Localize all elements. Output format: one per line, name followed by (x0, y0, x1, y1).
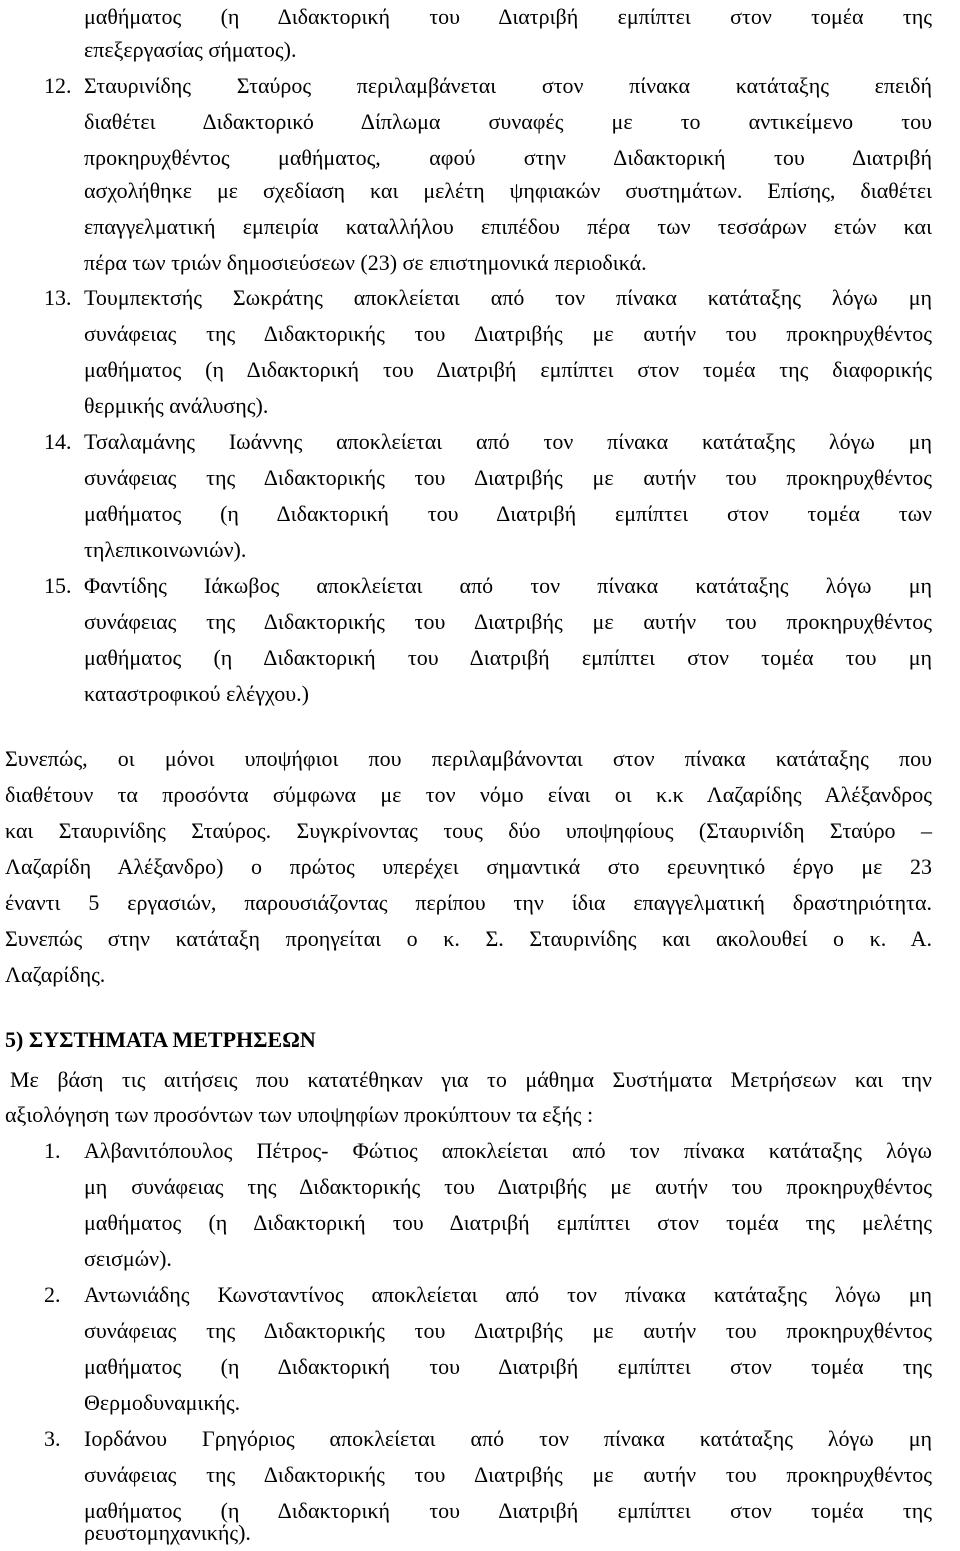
text-line: θερμικής ανάλυσης). (84, 393, 269, 418)
list-item-number: 2. (44, 1282, 61, 1307)
text-line: Με βάση τις αιτήσεις που κατατέθηκαν για το μάθημα Συστήματα Μετρήσεων και την (10, 1067, 932, 1092)
text-line: μαθήματος (η Διδακτορική του Διατριβή εμπίπτει στον τομέα της (84, 1498, 932, 1523)
text-line: προκηρυχθέντος μαθήματος, αφού στην Διδακτορική του Διατριβή (84, 145, 932, 170)
text-line: Συνεπώς στην κατάταξη προηγείται ο κ. Σ. Σταυρινίδης και ακολουθεί ο κ. Α. (5, 926, 932, 951)
text-line: Λαζαρίδης. (5, 962, 106, 987)
list-item-number: 3. (44, 1426, 61, 1451)
text-line: ρευστομηχανικής). (84, 1520, 251, 1545)
text-line: συνάφειας της Διδακτορικής του Διατριβής με αυτήν του προκηρυχθέντος (84, 609, 932, 634)
section-heading: 5) ΣΥΣΤΗΜΑΤΑ ΜΕΤΡΗΣΕΩΝ (5, 1027, 316, 1052)
list-item-number: 1. (44, 1138, 61, 1163)
text-line: Λαζαρίδη Αλέξανδρο) ο πρώτος υπερέχει σημαντικά στο ερευνητικό έργο με 23 (5, 854, 932, 879)
text-line: αξιολόγηση των προσόντων των υποψηφίων προκύπτουν τα εξής : (5, 1102, 594, 1127)
text-line: μαθήματος (η Διδακτορική του Διατριβή εμπίπτει στον τομέα της μελέτης (84, 1210, 932, 1235)
text-line: συνάφειας της Διδακτορικής του Διατριβής με αυτήν του προκηρυχθέντος (84, 321, 932, 346)
text-line: Τσαλαμάνης Ιωάννης αποκλείεται από τον πίνακα κατάταξης λόγω μη (84, 429, 932, 454)
text-line: διαθέτουν τα προσόντα σύμφωνα με τον νόμο είναι οι κ.κ Λαζαρίδης Αλέξανδρος (5, 782, 932, 807)
text-line: Αντωνιάδης Κωνσταντίνος αποκλείεται από τον πίνακα κατάταξης λόγω μη (84, 1282, 932, 1307)
text-line: μαθήματος (η Διδακτορική του Διατριβή εμπίπτει στον τομέα της (84, 4, 932, 29)
text-line: καταστροφικού ελέγχου.) (84, 681, 309, 706)
text-line: και Σταυρινίδης Σταύρος. Συγκρίνοντας τους δύο υποψηφίους (Σταυρινίδη Σταύρο – (5, 818, 932, 843)
text-line: έναντι 5 εργασιών, παρουσιάζοντας περίπου την ίδια επαγγελματική δραστηριότητα. (5, 890, 932, 915)
text-line: Τουμπεκτσής Σωκράτης αποκλείεται από τον πίνακα κατάταξης λόγω μη (84, 285, 932, 310)
text-line: τηλεπικοινωνιών). (84, 537, 247, 562)
text-line: διαθέτει Διδακτορικό Δίπλωμα συναφές με το αντικείμενο του (84, 109, 932, 134)
list-item-number: 15. (44, 573, 72, 598)
text-line: Ιορδάνου Γρηγόριος αποκλείεται από τον πίνακα κατάταξης λόγω μη (84, 1426, 932, 1451)
text-line: Αλβανιτόπουλος Πέτρος- Φώτιος αποκλείεται από τον πίνακα κατάταξης λόγω (84, 1138, 932, 1163)
text-line: πέρα των τριών δημοσιεύσεων (23) σε επιστημονικά περιοδικά. (84, 250, 647, 275)
text-line: συνάφειας της Διδακτορικής του Διατριβής με αυτήν του προκηρυχθέντος (84, 1318, 932, 1343)
text-line: ασχολήθηκε με σχεδίαση και μελέτη ψηφιακών συστημάτων. Επίσης, διαθέτει (84, 178, 932, 203)
text-line: μαθήματος (η Διδακτορική του Διατριβή εμπίπτει στον τομέα της (84, 1354, 932, 1379)
text-line: μη συνάφειας της Διδακτορικής του Διατριβής με αυτήν του προκηρυχθέντος (84, 1174, 932, 1199)
text-line: Θερμοδυναμικής. (84, 1390, 241, 1415)
text-line: Φαντίδης Ιάκωβος αποκλείεται από τον πίνακα κατάταξης λόγω μη (84, 573, 932, 598)
text-line: συνάφειας της Διδακτορικής του Διατριβής με αυτήν του προκηρυχθέντος (84, 465, 932, 490)
text-line: επαγγελματική εμπειρία καταλλήλου επιπέδου πέρα των τεσσάρων ετών και (84, 214, 932, 239)
text-line: επεξεργασίας σήματος). (84, 37, 297, 62)
text-line: σεισμών). (84, 1246, 172, 1271)
text-line: μαθήματος (η Διδακτορική του Διατριβή εμπίπτει στον τομέα των (84, 501, 932, 526)
list-item-number: 12. (44, 73, 72, 98)
list-item-number: 14. (44, 429, 72, 454)
text-line: μαθήματος (η Διδακτορική του Διατριβή εμπίπτει στον τομέα της διαφορικής (84, 357, 932, 382)
text-line: Συνεπώς, οι μόνοι υποψήφιοι που περιλαμβάνονται στον πίνακα κατάταξης που (5, 746, 932, 771)
text-line: μαθήματος (η Διδακτορική του Διατριβή εμπίπτει στον τομέα του μη (84, 645, 932, 670)
text-line: Σταυρινίδης Σταύρος περιλαμβάνεται στον πίνακα κατάταξης επειδή (84, 73, 932, 98)
list-item-number: 13. (44, 285, 72, 310)
text-line: συνάφειας της Διδακτορικής του Διατριβής με αυτήν του προκηρυχθέντος (84, 1462, 932, 1487)
